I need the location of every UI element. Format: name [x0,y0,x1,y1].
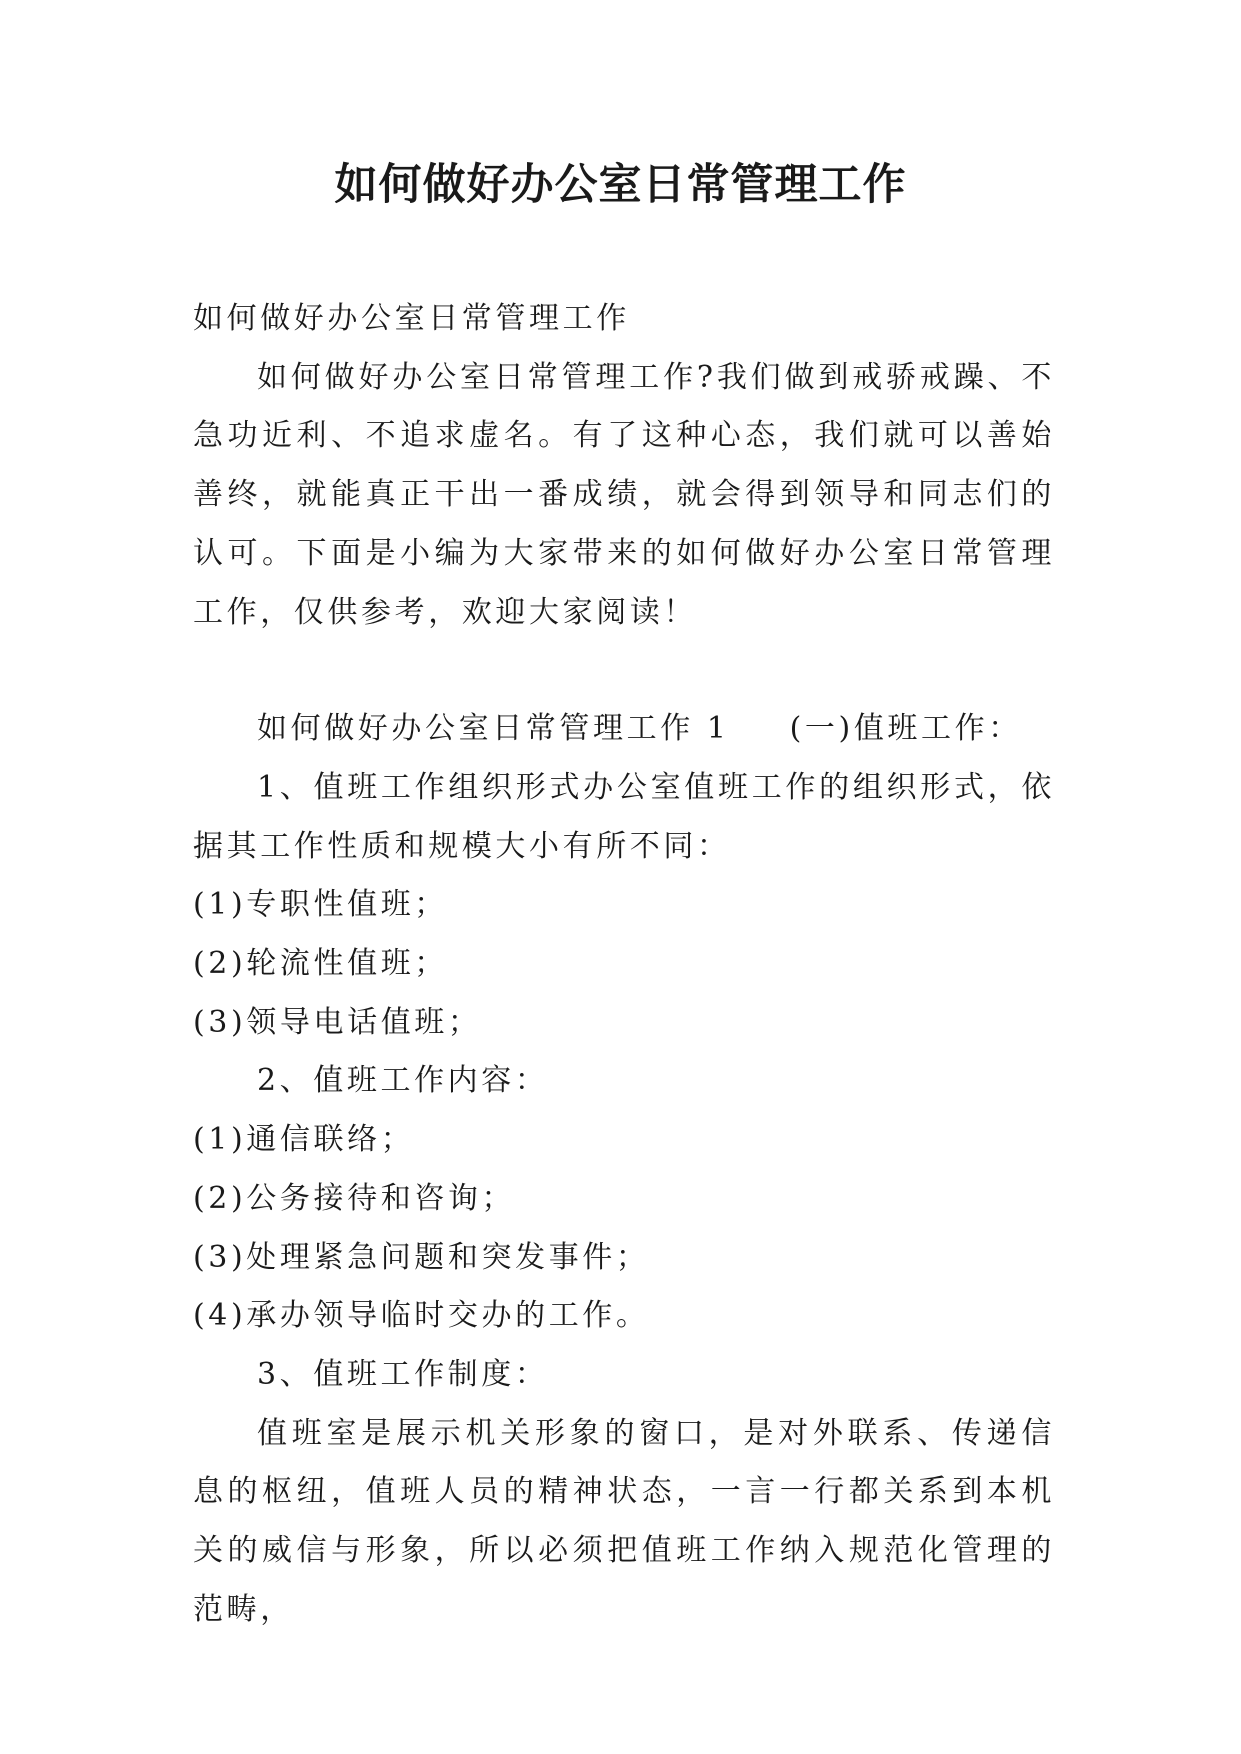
intro-paragraph: 如何做好办公室日常管理工作?我们做到戒骄戒躁、不急功近利、不追求虚名。有了这种心态，我们就可以善始善终，就能真正干出一番成绩，就会得到领导和同志们的认可。下面是小编为大家带来的如何做好办公室日常管理工作，仅供参考，欢迎大家阅读！ [193,359,1055,630]
section-heading: 如何做好办公室日常管理工作 1 [257,711,730,747]
document-title: 如何做好办公室日常管理工作 [334,160,907,210]
paragraph-spacer [193,642,1055,700]
list-item: (3)领导电话值班； [193,1004,482,1040]
list-item: (2)轮流性值班； [193,946,448,982]
document-body [193,290,1055,1639]
point-1-paragraph: 1、值班工作组织形式办公室值班工作的组织形式，依据其工作性质和规模大小有所不同： [193,769,1055,864]
list-item: (1)通信联络； [193,1122,415,1158]
list-item: (2)公务接待和咨询； [193,1180,516,1216]
section-part-label: (一)值班工作： [789,711,1022,747]
point-3-paragraph: 值班室是展示机关形象的窗口，是对外联系、传递信息的枢纽，值班人员的精神状态，一言一行都关系到本机关的威信与形象，所以必须把值班工作纳入规范化管理的范畴， [193,1415,1055,1627]
list-item: (3)处理紧急问题和突发事件； [193,1239,650,1275]
list-item: (4)承办领导临时交办的工作。 [193,1298,650,1334]
point-2-heading: 2、值班工作内容： [257,1063,549,1099]
list-item: (1)专职性值班； [193,887,448,923]
section-heading-line [193,700,1055,759]
document-subtitle: 如何做好办公室日常管理工作 [193,301,630,336]
point-3-heading: 3、值班工作制度： [257,1356,549,1392]
